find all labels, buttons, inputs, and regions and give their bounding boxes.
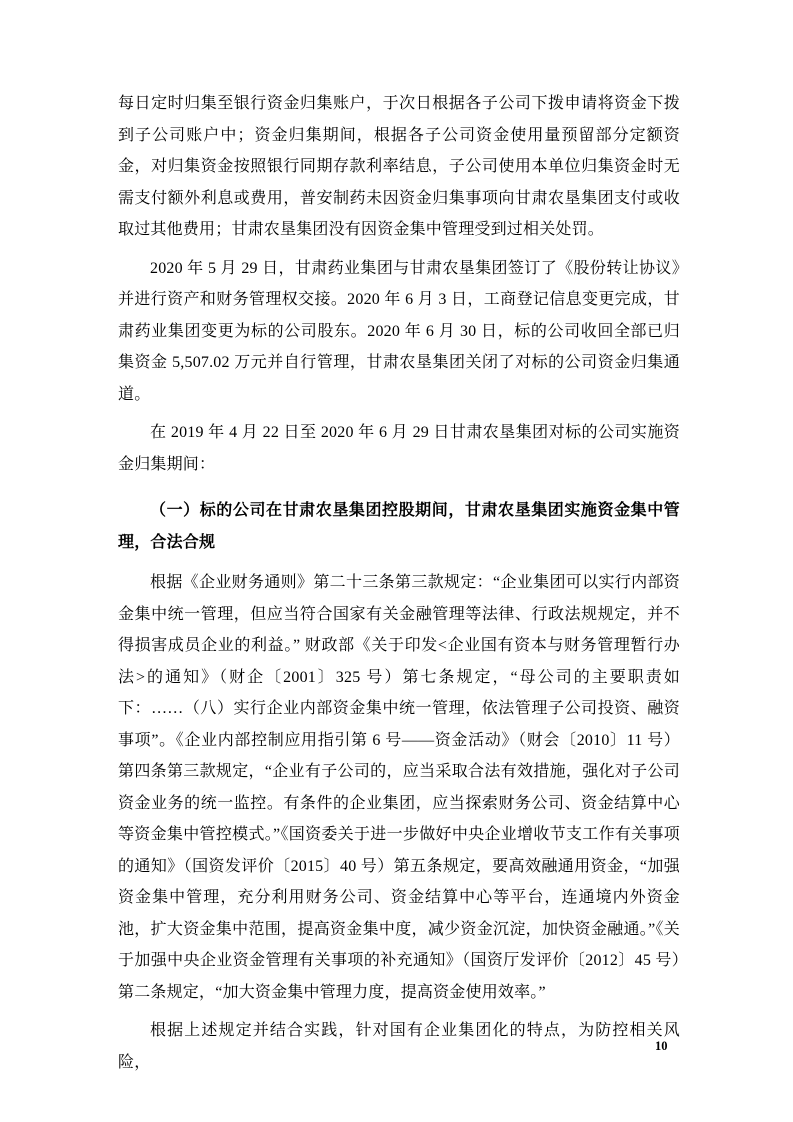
document-body: [118, 88, 680, 1085]
paragraph-fund-collection-continuation: 每日定时归集至银行资金归集账户，于次日根据各子公司下拨申请将资金下拨到子公司账户中；资金归集期间，根据各子公司资金使用量预留部分定额资金，对归集资金按照银行同期存款利率结息，子公司使用本单位归集资金时无需支付额外利息或费用，普安制药未因资金归集事项向甘肃农垦集团支付或收取过其他费用；甘肃农垦集团没有因资金集中管理受到过相关处罚。: [118, 95, 680, 238]
paragraph-share-transfer-agreement: 2020 年 5 月 29 日，甘肃药业集团与甘肃农垦集团签订了《股份转让协议》并进行资产和财务管理权交接。2020 年 6 月 3 日，工商登记信息变更完成，甘肃药业集团变更为标的公司股东。2020 年 6 月 30 日，标的公司收回全部已归集资金 5,507.02 万元并自行管理，甘肃农垦集团关闭了对标的公司资金归集通道。: [118, 259, 680, 403]
page-number: 10: [655, 1039, 668, 1053]
paragraph-conclusion-intro: 根据上述规定并结合实践，针对国有企业集团化的特点，为防控相关风险，: [118, 1022, 680, 1071]
section-heading-compliance: （一）标的公司在甘肃农垦集团控股期间，甘肃农垦集团实施资金集中管理，合法合规: [118, 502, 680, 551]
paragraph-regulation-citations: 根据《企业财务通则》第二十三条第三款规定：“企业集团可以实行内部资金集中统一管理，但应当符合国家有关金融管理等法律、行政法规规定，并不得损害成员企业的利益。” 财政部《关于印发<企业国有资本与财务管理暂行办法>的通知》（财企〔2001〕325 号）第七条规定，“母公司的主要职责如下：……（八）实行企业内部资金集中统一管理，依法管理子公司投资、融资事项”。《企业内部控制应用指引第 6 号——资金活动》（财会〔2010〕11 号）第四条第三款规定，“企业有子公司的，应当采取合法有效措施，强化对子公司资金业务的统一监控。有条件的企业集团，应当探索财务公司、资金结算中心等资金集中管控模式。”《国资委关于进一步做好中央企业增收节支工作有关事项的通知》（国资发评价〔2015〕40 号）第五条规定，要高效融通用资金，“加强资金集中管理，充分利用财务公司、资金结算中心等平台，连通境内外资金池，扩大资金集中范围，提高资金集中度，减少资金沉淀，加快资金融通。”《关于加强中央企业资金管理有关事项的补充通知》（国资厅发评价〔2012〕45 号）第二条规定，“加大资金集中管理力度，提高资金使用效率。”: [118, 574, 680, 1001]
paragraph-collection-period-intro: 在 2019 年 4 月 22 日至 2020 年 6 月 29 日甘肃农垦集团对标的公司实施资金归集期间：: [118, 424, 680, 473]
